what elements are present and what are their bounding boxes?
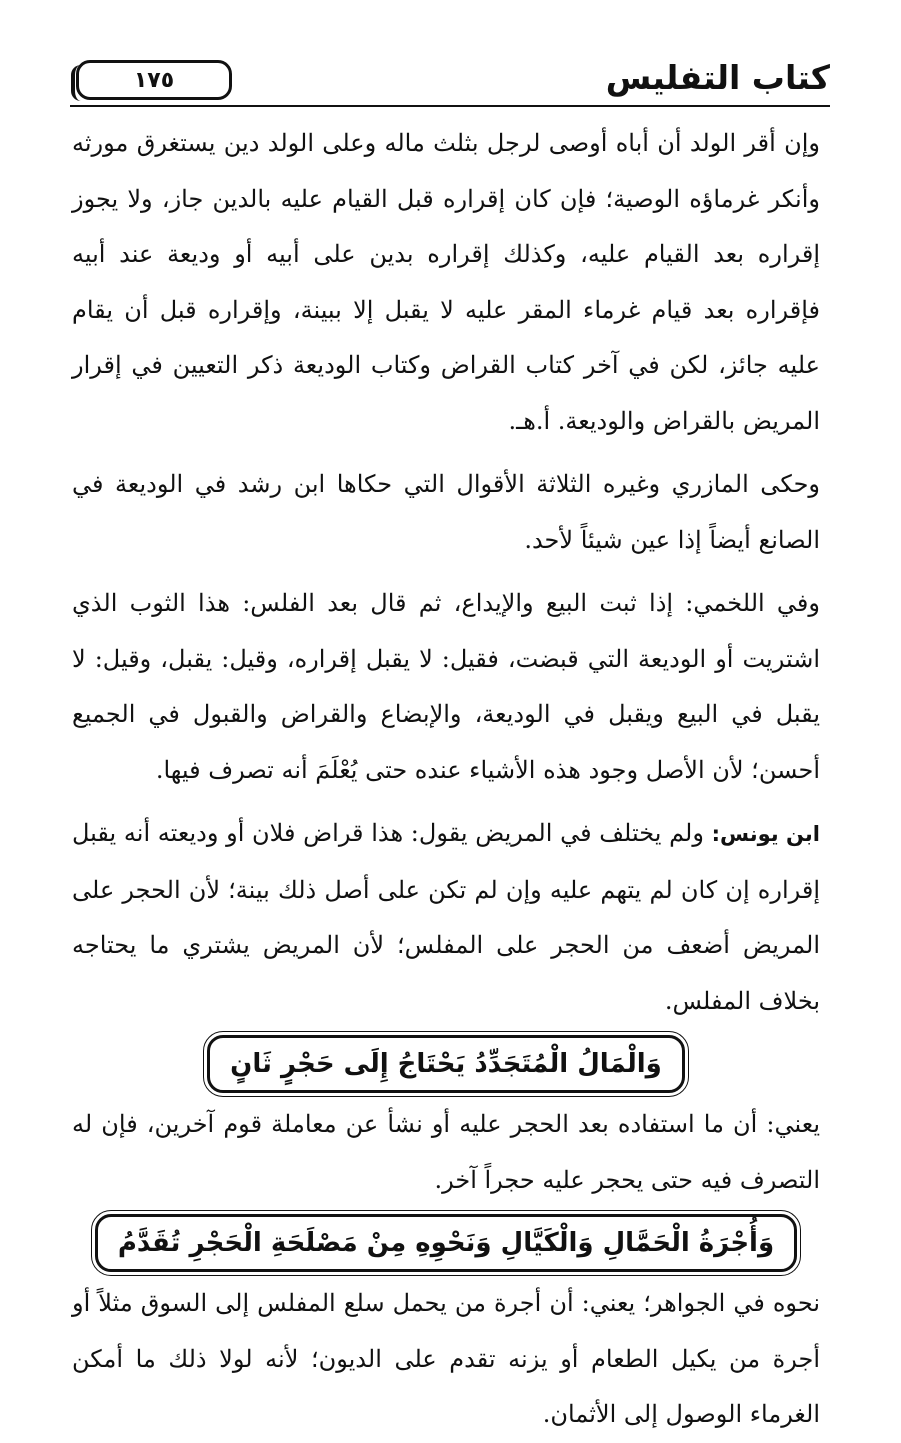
page-header [70,58,830,106]
paragraph-1: وإن أقر الولد أن أباه أوصى لرجل بثلث ماله وعلى الولد دين يستغرق مورثه وأنكر غرماؤه الوصية؛ فإن كان إقراره قبل القيام عليه بالدين جاز، ولا يجوز إقراره بعد القيام عليه، وكذلك إقراره بدين على أبيه أو وديعة عند أبيه فإقراره بعد قيام غرماء المقر عليه لا يقبل إلا ببينة، وإقراره قبل أن يقام عليه جائز، لكن في آخر كتاب القراض وكتاب الوديعة ذكر التعيين في إقرار المريض بالقراض والوديعة. أ.هـ. [72,129,820,435]
matn-1: وَالْمَالُ الْمُتَجَدِّدُ يَحْتَاجُ إِلَى حَجْرٍ ثَانٍ [207,1035,685,1093]
matn-2-wrapper [72,1214,820,1272]
header-divider [70,105,830,107]
matn-2: وَأُجْرَةُ الْحَمَّالِ وَالْكَيَّالِ وَنَحْوِهِ مِنْ مَصْلَحَةِ الْحَجْرِ تُقَدَّمُ [95,1214,797,1272]
book-title: كتاب التفليس [605,58,830,97]
paragraph-4-lead: ابن يونس: [711,822,820,846]
paragraph-3: وفي اللخمي: إذا ثبت البيع والإيداع، ثم قال بعد الفلس: هذا الثوب الذي اشتريت أو الوديعة التي قبضت، فقيل: لا يقبل إقراره، وقيل: يقبل، وقيل: لا يقبل في البيع ويقبل في الوديعة، والإبضاع والقراض والقبول في الجميع أحسن؛ لأن الأصل وجود هذه الأشياء عنده حتى يُعْلَمَ أنه تصرف فيها. [72,589,820,784]
page-body [72,116,820,1443]
paragraph-5: يعني: أن ما استفاده بعد الحجر عليه أو نشأ عن معاملة قوم آخرين، فإن له التصرف فيه حتى يحجر عليه حجراً آخر. [72,1110,820,1194]
paragraph-4 [72,806,820,1029]
paragraph-2: وحكى المازري وغيره الثلاثة الأقوال التي حكاها ابن رشد في الوديعة في الصانع أيضاً إذا عين شيئاً لأحد. [72,470,820,554]
matn-1-wrapper [72,1035,820,1093]
paragraph-4-text: ولم يختلف في المريض يقول: هذا قراض فلان أو وديعته أنه يقبل إقراره إن كان لم يتهم عليه وإن لم تكن على أصل ذلك بينة؛ لأن الحجر على المريض أضعف من الحجر على المفلس؛ لأن المريض يشتري ما يحتاجه بخلاف المفلس. [72,819,820,1015]
page-number: ١٧٥ [76,60,232,100]
paragraph-6: نحوه في الجواهر؛ يعني: أن أجرة من يحمل سلع المفلس إلى السوق مثلاً أو أجرة من يكيل الطعام أو يزنه تقدم على الديون؛ لأنه لولا ذلك ما أمكن الغرماء الوصول إلى الأثمان. [72,1289,820,1428]
